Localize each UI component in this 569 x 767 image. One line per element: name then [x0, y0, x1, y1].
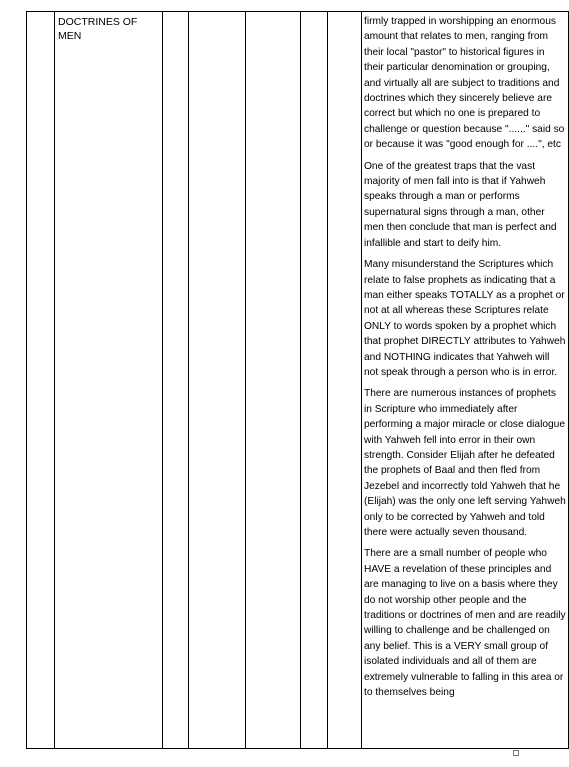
empty-cell — [246, 12, 301, 749]
notes-paragraph: There are a small number of people who HAVE a revelation of these principles and are managing to live on a basis where they do not worship other people and the traditions or doctrines of men and are readily willing to challenge and be challenged on any belief. This is a VERY small group of isolated individuals and all of them are extremely vulnerable to falling in this area or to themselves being — [364, 548, 566, 699]
notes-cell — [362, 12, 569, 749]
empty-cell — [301, 12, 328, 749]
number-cell — [27, 12, 55, 749]
notes-paragraph: One of the greatest traps that the vast majority of men fall into is that if Yahweh speaks through a man or performs supernatural signs through a man, other men then conclude that man is perfect and infallible and start to deify him. — [364, 160, 557, 249]
notes-paragraph: Many misunderstand the Scriptures which relate to false prophets as indicating that a man either speaks TOTALLY as a prophet or not at all whereas these Scriptures relate ONLY to words spoken by a prophet which that prophet DIRECTLY attributes to Yahweh and NOTHING indicates that Yahweh will not speak through a person who is in error. — [364, 259, 566, 378]
empty-cell — [189, 12, 246, 749]
notes-paragraph: firmly trapped in worshipping an enormous amount that relates to men, ranging from their local "pastor" to historical figures in their particular denomination or grouping, and virtually all are subject to traditions and doctrines which they sincerely believe are correct but which no one is prepared to challenge or question because "......" said so or because it was "good enough for ....", etc — [364, 16, 565, 151]
doctrine-table — [26, 11, 569, 749]
table-row — [27, 12, 569, 749]
topic-cell: DOCTRINES OF MEN — [55, 12, 163, 749]
notes-paragraph: There are numerous instances of prophets in Scripture who immediately after performing a major miracle or close dialogue with Yahweh fell into error in their own strength. Consider Elijah after he defeated the prophets of Baal and then fled from Jezebel and incorrectly told Yahweh that he (Elijah) was the only one left serving Yahweh only to be corrected by Yahweh and told there were actually seven thousand. — [364, 388, 566, 538]
empty-cell — [163, 12, 189, 749]
empty-cell — [328, 12, 362, 749]
table-resize-handle[interactable] — [513, 750, 519, 756]
